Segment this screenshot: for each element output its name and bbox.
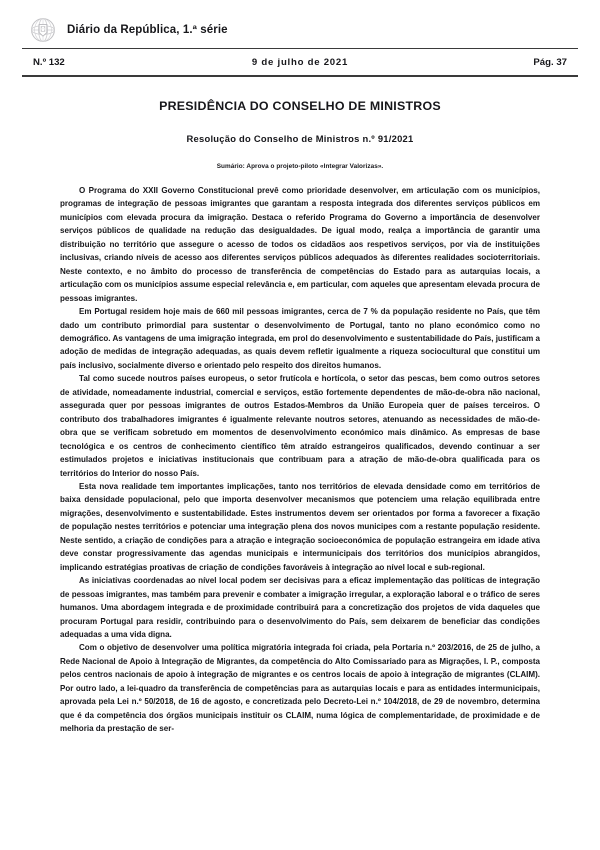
title-block bbox=[0, 99, 600, 170]
portugal-coat-of-arms-icon bbox=[30, 17, 56, 43]
summary-line: Sumário: Aprova o projeto-piloto «Integrar Valorizas». bbox=[216, 163, 384, 170]
body-paragraph: Esta nova realidade tem importantes implicações, tanto nos territórios de elevada densidade como em territórios de baixa densidade populacional, pelo que importa desenvolver mecanismos que potenciem uma relação equilibrada entre migrações, desenvolvimento e sustentabilidade. Estes instrumentos devem ser orientados por forma a favorecer a fixação de população nestes territórios e potenciar uma integração plena dos novos municipes com a restante população residente. Neste sentido, a criação de condições para a atração e integração socioeconómica de população estrangeira em idade ativa deve constar progressivamente das agendas municipais e intermunicipais dos territórios dos municípios abrangidos, implicando estratégias proativas de criação de condições favoráveis à integração ao nível local e sub-regional. bbox=[60, 481, 540, 572]
body-paragraph: As iniciativas coordenadas ao nível local podem ser decisivas para a eficaz implementação das políticas de integração de pessoas imigrantes, mas também para prevenir e combater a imigração irregular, a exploração laboral e o tráfico de seres humanos. Uma abordagem integrada e de proximidade contribuirá para a concretização dos projetos de vida daqueles que procuram Portugal para residir, contribuindo para o desenvolvimento do País, sem deixarem de beneficiar das condições adequadas a uma vida digna. bbox=[60, 576, 540, 639]
body-text bbox=[60, 184, 540, 736]
act-title: Resolução do Conselho de Ministros n.º 91/2021 bbox=[186, 133, 414, 144]
body-paragraph: Tal como sucede noutros países europeus, o setor frutícola e hortícola, o setor das pescas, bem como outros setores de atividade, nomeadamente industrial, comercial e serviços, estão fortemente dependentes de mão-de-obra não nacional, assegurada quer por pessoas imigrantes de outros Estados-Membros da União Europeia quer de países terceiros. O contributo dos trabalhadores imigrantes é igualmente relevante noutros setores, atenuando as necessidades de mão-de-obra que se verificam sobretudo em momentos de desenvolvimento económico mais dinâmico. As empresas de base tecnológica e os centros de conhecimento científico têm atraído estrangeiros qualificados, devendo continuar a ser estimulados projetos e iniciativas institucionais que contribuam para a atração de mão-de-obra qualificada para os territórios do Interior do nosso País. bbox=[60, 374, 540, 478]
organization-title: PRESIDÊNCIA DO CONSELHO DE MINISTROS bbox=[159, 99, 441, 113]
masthead bbox=[0, 0, 600, 42]
issue-bar bbox=[22, 48, 578, 77]
page-number: Pág. 37 bbox=[533, 56, 567, 68]
body-paragraph: Em Portugal residem hoje mais de 660 mil pessoas imigrantes, cerca de 7 % da população residente no País, que têm dado um contributo primordial para sustentar o desenvolvimento de Portugal, tanto no plano económico como no demográfico. As vantagens de uma imigração integrada, em prol do desenvolvimento e sustentabilidade do País, justificam a adoção de medidas de integração adequadas, as quais devem refletir igualmente a riqueza sociocultural que constitui um país inclusivo, socialmente diverso e orientado pelo respeito dos direitos humanos. bbox=[60, 307, 540, 370]
publication-title: Diário da República, 1.ª série bbox=[67, 23, 228, 36]
body-paragraph: Com o objetivo de desenvolver uma política migratória integrada foi criada, pela Portaria n.º 203/2016, de 25 de julho, a Rede Nacional de Apoio à Integração de Migrantes, da competência do Alto Comissariado para as Migrações, I. P., composta pelos centros nacionais de apoio à integração de migrantes e os centros locais de apoio à integração de migrantes (CLAIM). Por outro lado, a lei-quadro da transferência de competências para as autarquias locais e para as entidades intermunicipais, aprovada pela Lei n.º 50/2018, de 16 de agosto, e concretizada pelo Decreto-Lei n.º 104/2018, de 29 de novembro, determina que é da competência dos órgãos municipais instituir os CLAIM, numa lógica de complementaridade, de proximidade e de melhoria da prestação de ser- bbox=[60, 643, 540, 734]
issue-number: N.º 132 bbox=[33, 56, 65, 68]
body-paragraph: O Programa do XXII Governo Constitucional prevê como prioridade desenvolver, em articulação com os municípios, programas de integração de pessoas imigrantes que garantam a resposta integrada dos diferentes serviços públicos em municípios com elevada procura da imigração. Destaca o referido Programa do Governo a importância de desenvolver serviços públicos de qualidade na redução das desigualdades. De igual modo, realça a importância de garantir uma distribuição no território que assegure o acesso de todos os cidadãos aos respetivos serviços, por via de instituições inclusivas, criando níveis de acesso aos diferentes serviços públicos adequados às diferentes realidades socioterritoriais. Neste contexto, e no âmbito do processo de transferência de competências do Estado para as autarquias locais, a articulação com os municípios assume especial relevância e, em particular, com aqueles que apresentam elevada procura de pessoas imigrantes. bbox=[60, 186, 540, 303]
issue-date: 9 de julho de 2021 bbox=[251, 56, 349, 68]
